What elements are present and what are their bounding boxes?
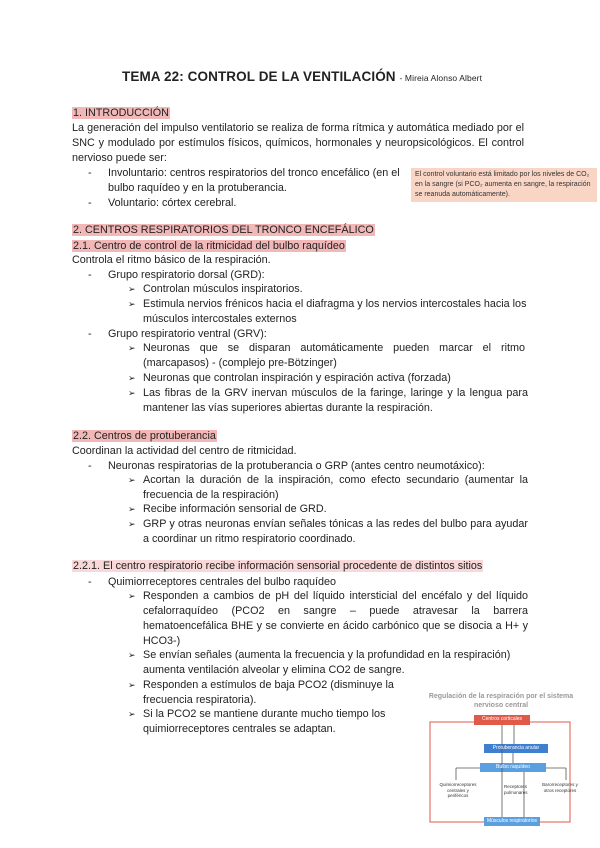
box-center-label: Bulbo raquídeo: [496, 764, 530, 770]
right-receptors-label: Barorreceptores y otros receptores: [542, 782, 578, 793]
arrow-bullet: ➢: [128, 709, 136, 719]
list-item: Quimiorreceptores centrales del bulbo raquídeo: [108, 576, 337, 588]
middle-receptors-label: Receptores pulmonares: [504, 784, 528, 795]
sub-item: Neuronas que se disparan automáticamente pueden marcar el ritmo (marcapasos) - (complejo pre-Bötzinger): [143, 342, 525, 369]
sub-item: Responden a cambios de pH del líquido intersticial del encéfalo y del líquido cefalorraquídeo (PCO2 en sangre – puede atravesar la barrera hematoencefálica BHE y se convierte en ácido carbónico que se disocia a H+ y HCO3-): [143, 590, 528, 647]
sub-item: Si la PCO2 se mantiene durante mucho tiempo los quimiorreceptores centrales se adaptan.: [143, 708, 386, 735]
arrow-bullet: ➢: [128, 519, 136, 529]
left-receptors-label: Quimiorreceptores centrales y periféricos: [439, 782, 477, 798]
arrow-bullet: ➢: [128, 504, 136, 514]
sub-item: Recibe información sensorial de GRD.: [143, 503, 327, 515]
box-top-label: Centros corticales: [481, 716, 522, 722]
dash-marker: -: [88, 460, 92, 472]
box-mid-label: Protuberancia anular: [492, 745, 540, 751]
subsection-2-1-heading: 2.1. Centro de control de la ritmicidad del bulbo raquídeo: [73, 240, 345, 252]
diagram-title: Regulación de la respiración por el sistema nervioso central: [428, 693, 574, 709]
list-item: Neuronas respiratorias de la protuberancia o GRP (antes centro neumotáxico):: [108, 460, 485, 472]
box-bottom-label: Músculos respiratorios: [486, 818, 538, 824]
arrow-bullet: ➢: [128, 591, 136, 601]
side-note: El control voluntario está limitado por los niveles de CO₂ en la sangre (si PCO₂ aumenta en sangre, la respiración se reanuda automáticamente).: [411, 168, 597, 202]
sub-item: GRP y otras neuronas envían señales tónicas a las redes del bulbo para ayudar a coordinar un ritmo respiratorio coordinado.: [143, 518, 528, 545]
subsection-intro: Coordinan la actividad del centro de ritmicidad.: [72, 445, 297, 457]
dash-marker: -: [88, 197, 92, 209]
sub-item: Las fibras de la GRV inervan músculos de la faringe, laringe y la lengua para mantener las vías superiores abiertas durante la respiración.: [143, 387, 528, 414]
sub-item: Responden a estímulos de baja PCO2 (disminuye la frecuencia respiratoria).: [143, 679, 394, 706]
sub-item: Neuronas que controlan inspiración y espiración activa (forzada): [143, 372, 451, 384]
diagram-svg: [416, 692, 586, 832]
arrow-bullet: ➢: [128, 284, 136, 294]
dash-marker: -: [88, 328, 92, 340]
section-1-heading: 1. INTRODUCCIÓN: [73, 107, 169, 119]
sub-item: Acortan la duración de la inspiración, como efecto secundario (aumentar la frecuencia de la respiración): [143, 474, 528, 501]
sub-item: Controlan músculos inspiratorios.: [143, 283, 303, 295]
arrow-bullet: ➢: [128, 388, 136, 398]
dash-marker: -: [88, 269, 92, 281]
list-item: Grupo respiratorio dorsal (GRD):: [108, 269, 265, 281]
intro-paragraph: La generación del impulso ventilatorio se realiza de forma rítmica y automática mediado por el SNC y modulado por estímulos físicos, químicos, hormonales y neuropsicológicos. El control nervioso puede ser:: [72, 122, 524, 164]
subsection-intro: Controla el ritmo básico de la respiración.: [72, 254, 271, 266]
list-item: Grupo respiratorio ventral (GRV):: [108, 328, 267, 340]
list-item: Involuntario: centros respiratorios del tronco encefálico (en el bulbo raquídeo y en la protuberancia.: [108, 167, 400, 194]
arrow-bullet: ➢: [128, 650, 136, 660]
sub-item: Se envían señales (aumenta la frecuencia y la profundidad en la respiración) aumenta ventilación alveolar y elimina CO2 de sangre.: [143, 649, 511, 676]
arrow-bullet: ➢: [128, 475, 136, 485]
title-text: TEMA 22: CONTROL DE LA VENTILACIÓN: [122, 69, 396, 84]
arrow-bullet: ➢: [128, 680, 136, 690]
dash-marker: -: [88, 576, 92, 588]
arrow-bullet: ➢: [128, 299, 136, 309]
author: - Mireia Alonso Albert: [399, 73, 483, 83]
sub-item: Estimula nervios frénicos hacia el diafragma y los nervios intercostales hacia los músculos intercostales externos: [143, 298, 527, 325]
page-title: [122, 69, 482, 84]
dash-marker: -: [88, 167, 92, 179]
regulation-diagram: [416, 692, 586, 832]
subsection-2-2-1-heading: 2.2.1. El centro respiratorio recibe información sensorial procedente de distintos sitios: [73, 560, 483, 572]
section-2-heading: 2. CENTROS RESPIRATORIOS DEL TRONCO ENCEFÁLICO: [73, 224, 374, 236]
arrow-bullet: ➢: [128, 343, 136, 353]
arrow-bullet: ➢: [128, 373, 136, 383]
subsection-2-2-heading: 2.2. Centros de protuberancia: [73, 430, 216, 442]
list-item: Voluntario: córtex cerebral.: [108, 197, 237, 209]
